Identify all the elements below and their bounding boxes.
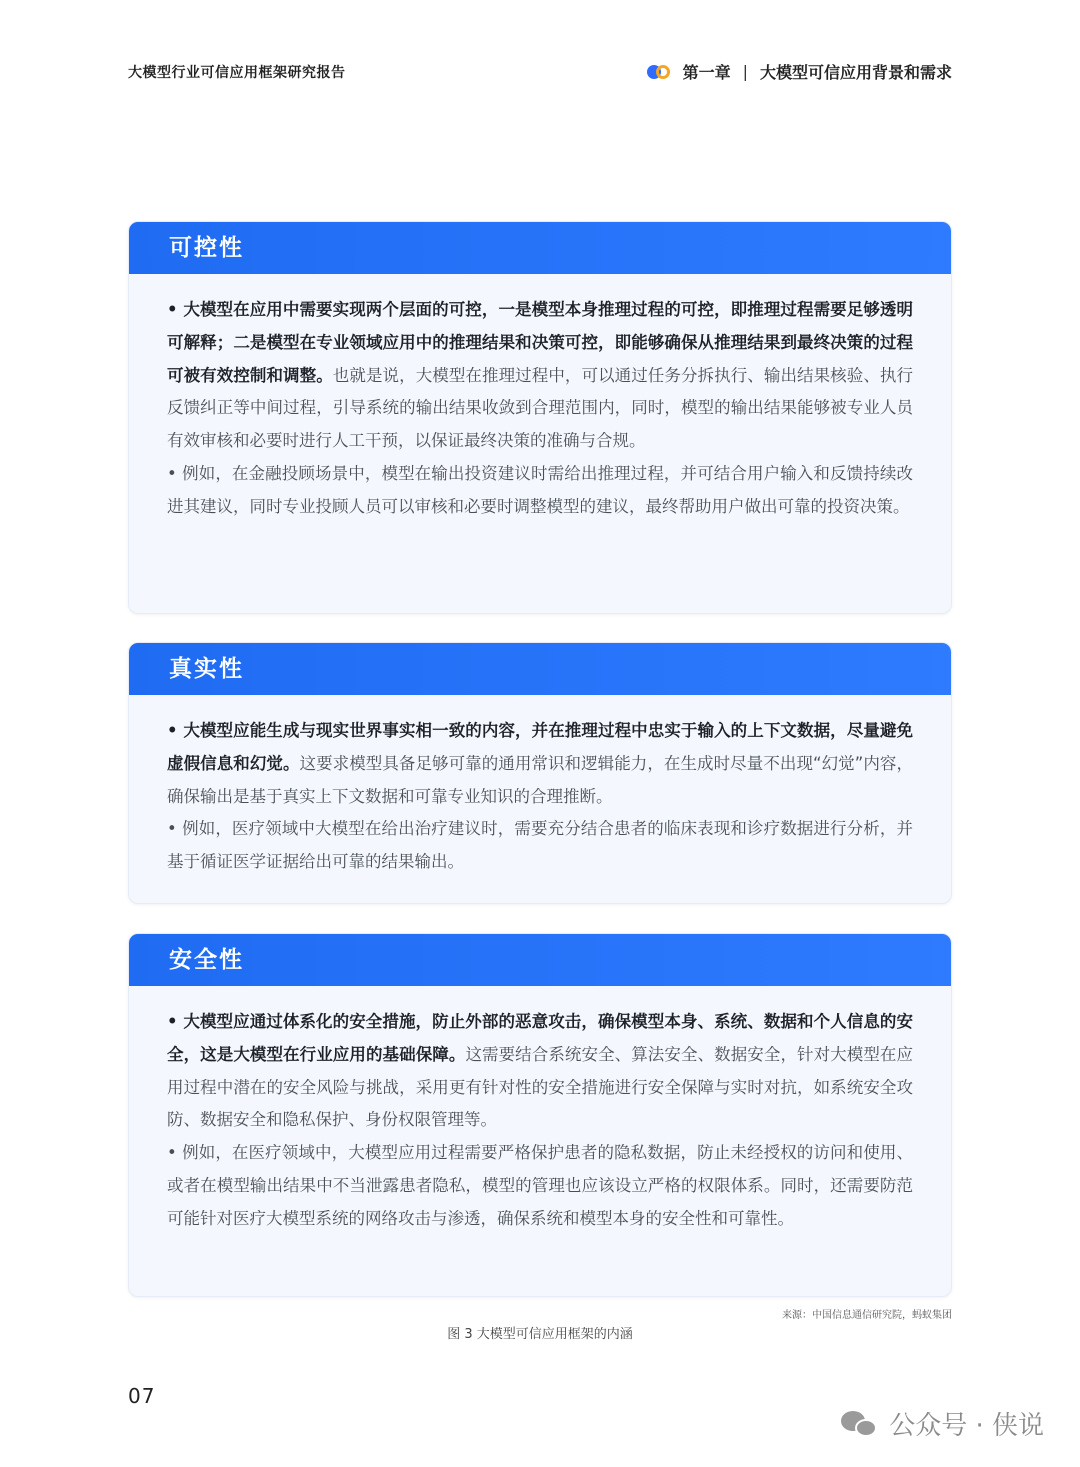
card-truthfulness (128, 642, 952, 904)
bullet-paragraph (167, 1006, 913, 1137)
bullet-text: 这需要结合系统安全、算法安全、数据安全，针对大模型在应用过程中潜在的安全风险与挑战，采用更有针对性的安全措施进行安全保障与实时对抗，如系统安全攻防、数据安全和隐私保护、身份权限管理等。 (167, 1044, 914, 1130)
report-title: 大模型行业可信应用框架研究报告 (128, 65, 346, 81)
card-title: 真实性 (129, 643, 951, 695)
chapter-label: 第一章 (682, 63, 731, 82)
card-controllability (128, 221, 952, 614)
logo-icon (647, 64, 675, 80)
bullet-paragraph (167, 1137, 913, 1235)
bullet-bold-text: • 大模型应通过体系化的安全措施，防止外部的恶意攻击，确保模型本身、系统、数据和个人信息的安全，这是大模型在行业应用的基础保障。 (167, 1012, 913, 1064)
bullet-text: • 例如，医疗领域中大模型在给出治疗建议时，需要充分结合患者的临床表现和诊疗数据进行分析，并基于循证医学证据给出可靠的结果输出。 (167, 819, 913, 872)
wechat-icon (841, 1409, 879, 1439)
bullet-paragraph (167, 813, 913, 879)
chapter-title: 大模型可信应用背景和需求 (759, 63, 952, 82)
chapter-header (647, 60, 952, 83)
bullet-bold-text: • 大模型应能生成与现实世界事实相一致的内容，并在推理过程中忠实于输入的上下文数据，尽量避免虚假信息和幻觉。 (167, 721, 913, 773)
figure-caption: 图 3 大模型可信应用框架的内涵 (447, 1327, 633, 1342)
watermark-text: 公众号 · 侠说 (889, 1411, 1044, 1441)
chapter-separator: | (742, 62, 748, 81)
page-number: 07 (128, 1384, 156, 1408)
bullet-bold-text: • 大模型在应用中需要实现两个层面的可控，一是模型本身推理过程的可控，即推理过程需要足够透明可解释；二是模型在专业领域应用中的推理结果和决策可控，即能够确保从推理结果到最终决策的过程可被有效控制和调整。 (167, 300, 913, 385)
bullet-paragraph (167, 458, 913, 524)
bullet-text: 也就是说，大模型在推理过程中，可以通过任务分拆执行、输出结果核验、执行反馈纠正等中间过程，引导系统的输出结果收敛到合理范围内，同时，模型的输出结果能够被专业人员有效审核和必要时进行人工干预，以保证最终决策的准确与合规。 (167, 365, 914, 451)
bullet-paragraph (167, 715, 913, 813)
bullet-paragraph (167, 294, 913, 458)
bullet-text: • 例如，在金融投顾场景中，模型在输出投资建议时需给出推理过程，并可结合用户输入和反馈持续改进其建议，同时专业投顾人员可以审核和必要时调整模型的建议，最终帮助用户做出可靠的投资决策。 (167, 463, 913, 516)
figure-source: 来源：中国信息通信研究院，蚂蚁集团 (782, 1310, 952, 1321)
card-title: 安全性 (129, 934, 951, 986)
watermark (841, 1405, 1044, 1442)
bullet-text: 这要求模型具备足够可靠的通用常识和逻辑能力，在生成时尽量不出现“幻觉”内容，确保输出是基于真实上下文数据和可靠专业知识的合理推断。 (167, 753, 913, 806)
bullet-text: • 例如，在医疗领域中，大模型应用过程需要严格保护患者的隐私数据，防止未经授权的访问和使用、或者在模型输出结果中不当泄露患者隐私，模型的管理也应该设立严格的权限体系。同时，还需要防范可能针对医疗大模型系统的网络攻击与渗透，确保系统和模型本身的安全性和可靠性。 (167, 1143, 913, 1228)
card-security (128, 933, 952, 1297)
card-title: 可控性 (129, 222, 951, 274)
